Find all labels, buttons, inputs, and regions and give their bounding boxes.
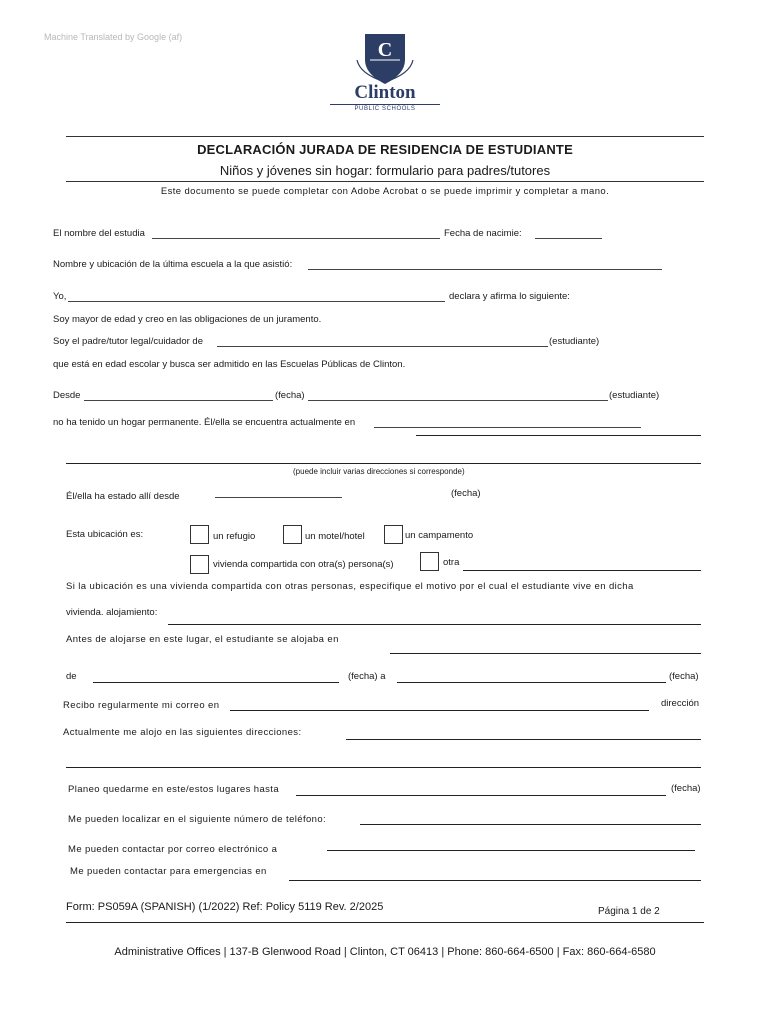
other-checkbox[interactable]	[420, 552, 439, 571]
shared-reason-field[interactable]	[168, 624, 701, 625]
no-home-label: no ha tenido un hogar permanente. Él/ella se encuentra actualmente en	[53, 417, 356, 428]
last-school-field[interactable]	[308, 269, 662, 270]
camp-checkbox[interactable]	[384, 525, 403, 544]
yo-label: Yo,	[53, 291, 67, 302]
birth-date-field[interactable]	[535, 238, 602, 239]
other-option-label: otra	[443, 557, 460, 568]
location-type-label: Esta ubicación es:	[66, 529, 144, 540]
currently-staying-label: Actualmente me alojo en las siguientes direcciones:	[63, 727, 302, 738]
since-date-field[interactable]	[84, 400, 273, 401]
guardian-label: Soy el padre/tutor legal/cuidador de	[53, 336, 203, 347]
shared-reason-text-2: vivienda. alojamiento:	[66, 607, 158, 618]
student-name-label: El nombre del estudia	[53, 228, 145, 239]
shared-reason-text-1: Si la ubicación es una vivienda compartida con otras personas, especifique el motivo por el cual el estudiante vive en dicha	[66, 581, 634, 592]
been-there-date-field[interactable]	[215, 497, 342, 498]
age-oath-text: Soy mayor de edad y creo en las obligaciones de un juramento.	[53, 314, 322, 325]
footer-rule	[66, 922, 704, 923]
form-reference: Form: PS059A (SPANISH) (1/2022) Ref: Policy 5119 Rev. 2/2025	[66, 901, 384, 913]
phone-label: Me pueden localizar en el siguiente número de teléfono:	[68, 814, 327, 825]
mail-label: Recibo regularmente mi correo en	[63, 700, 220, 711]
document-title: DECLARACIÓN JURADA DE RESIDENCIA DE ESTUDIANTE	[197, 142, 573, 157]
de-label: de	[66, 671, 77, 682]
since-student-field[interactable]	[308, 400, 608, 401]
logo-subtitle: PUBLIC SCHOOLS	[330, 104, 440, 112]
birth-date-label: Fecha de nacimie:	[444, 228, 522, 239]
motel-option-label: un motel/hotel	[305, 531, 365, 542]
plan-until-field[interactable]	[296, 795, 666, 796]
plan-until-date-paren: (fecha)	[671, 783, 701, 794]
emergency-field[interactable]	[289, 880, 701, 881]
email-field[interactable]	[327, 850, 695, 851]
been-there-label: Él/ella ha estado allí desde	[66, 491, 180, 502]
before-lodging-label: Antes de alojarse en este lugar, el estudiante se alojaba en	[66, 634, 339, 645]
to-date-paren: (fecha)	[669, 671, 699, 682]
since-label: Desde	[53, 390, 81, 401]
phone-field[interactable]	[360, 824, 701, 825]
current-location-line-2[interactable]	[416, 435, 701, 436]
from-date-field[interactable]	[93, 682, 339, 683]
to-date-field[interactable]	[397, 682, 666, 683]
current-location-line-3[interactable]	[66, 463, 701, 464]
camp-option-label: un campamento	[405, 530, 474, 541]
clinton-logo	[330, 30, 440, 114]
shared-housing-checkbox[interactable]	[190, 555, 209, 574]
email-label: Me pueden contactar por correo electrónico a	[68, 844, 278, 855]
school-age-text: que está en edad escolar y busca ser admitido en las Escuelas Públicas de Clinton.	[53, 359, 406, 370]
title-top-rule	[66, 136, 704, 137]
translation-note: Machine Translated by Google (af)	[44, 32, 183, 42]
shared-housing-option-label: vivienda compartida con otra(s) persona(s)	[213, 559, 394, 570]
before-lodging-field[interactable]	[390, 653, 701, 654]
since-date-paren: (fecha)	[275, 390, 305, 401]
emergency-label: Me pueden contactar para emergencias en	[70, 866, 267, 877]
current-location-field[interactable]	[374, 427, 641, 428]
shelter-option-label: un refugio	[213, 531, 256, 542]
student-suffix-label: (estudiante)	[549, 336, 600, 347]
other-specify-field[interactable]	[463, 570, 701, 571]
title-bottom-rule	[66, 181, 704, 182]
shelter-checkbox[interactable]	[190, 525, 209, 544]
since-student-paren: (estudiante)	[609, 390, 660, 401]
instructions-text: Este documento se puede completar con Adobe Acrobat o se puede imprimir y completar a mano.	[160, 186, 610, 197]
declares-label: declara y afirma lo siguiente:	[449, 291, 570, 302]
motel-checkbox[interactable]	[283, 525, 302, 544]
guardian-student-field[interactable]	[217, 346, 548, 347]
direccion-label: dirección	[661, 698, 700, 709]
plan-until-label: Planeo quedarme en este/estos lugares hasta	[68, 784, 280, 795]
page-number: Página 1 de 2	[598, 906, 660, 917]
fecha-a-label: (fecha) a	[348, 671, 386, 682]
logo-letter: C	[377, 39, 393, 61]
student-name-field[interactable]	[152, 238, 440, 239]
been-there-date-paren: (fecha)	[451, 488, 481, 499]
current-address-field-2[interactable]	[66, 767, 701, 768]
last-school-label: Nombre y ubicación de la última escuela a la que asistió:	[53, 259, 293, 270]
multi-address-note: (puede incluir varias direcciones si corresponde)	[293, 467, 465, 476]
logo-name: Clinton	[354, 82, 416, 103]
offices-contact: Administrative Offices | 137-B Glenwood Road | Clinton, CT 06413 | Phone: 860-664-6500 | Fax: 860-664-6580	[114, 946, 656, 958]
declarant-name-field[interactable]	[68, 301, 445, 302]
shield-icon	[330, 30, 440, 86]
current-address-field-1[interactable]	[346, 739, 701, 740]
mail-address-field[interactable]	[230, 710, 649, 711]
document-subtitle: Niños y jóvenes sin hogar: formulario para padres/tutores	[219, 163, 551, 178]
